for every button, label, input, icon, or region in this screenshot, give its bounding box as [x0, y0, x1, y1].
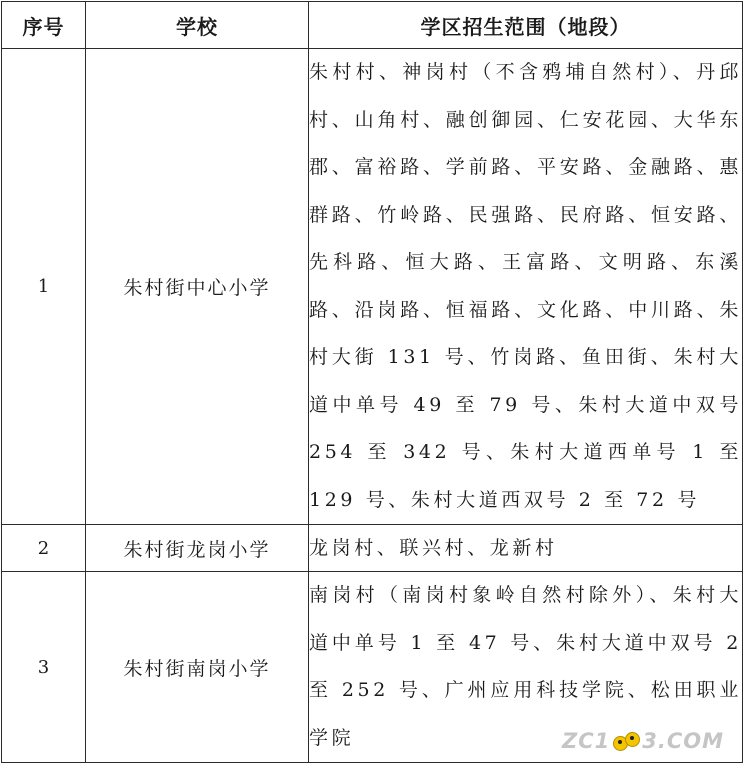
header-school: 学校 [86, 2, 309, 49]
row-range: 南岗村（南岗村象岭自然村除外）、朱村大道中单号 1 至 47 号、朱村大道中双号 2 至 252 号、广州应用科技学院、松田职业学院 [309, 572, 743, 763]
table-row [2, 49, 743, 525]
row-index: 3 [2, 572, 86, 763]
row-school: 朱村街龙岗小学 [86, 525, 309, 572]
row-index: 2 [2, 525, 86, 572]
yellow-dots-logo-icon [611, 726, 641, 756]
header-index: 序号 [2, 2, 86, 49]
watermark-prefix: ZC1 [561, 729, 611, 753]
row-school: 朱村街中心小学 [86, 49, 309, 525]
site-watermark [562, 726, 724, 756]
watermark-suffix: 3.COM [642, 729, 724, 753]
row-index: 1 [2, 49, 86, 525]
school-zone-table [1, 1, 743, 763]
table-header-row [2, 2, 743, 49]
row-range: 龙岗村、联兴村、龙新村 [309, 525, 743, 572]
row-school: 朱村街南岗小学 [86, 572, 309, 763]
header-range: 学区招生范围（地段） [309, 2, 743, 49]
row-range: 朱村村、神岗村（不含鸦埔自然村）、丹邱村、山角村、融创御园、仁安花园、大华东郡、富裕路、学前路、平安路、金融路、惠群路、竹岭路、民强路、民府路、恒安路、先科路、恒大路、王富路、文明路、东溪路、沿岗路、恒福路、文化路、中川路、朱村大街 131 号、竹岗路、鱼田街、朱村大道中单号 49 至 79 号、朱村大道中双号 254 至 342 号、朱村大道西单号 1 至 129 号、朱村大道西双号 2 至 72 号 [309, 49, 743, 525]
table-row [2, 525, 743, 572]
